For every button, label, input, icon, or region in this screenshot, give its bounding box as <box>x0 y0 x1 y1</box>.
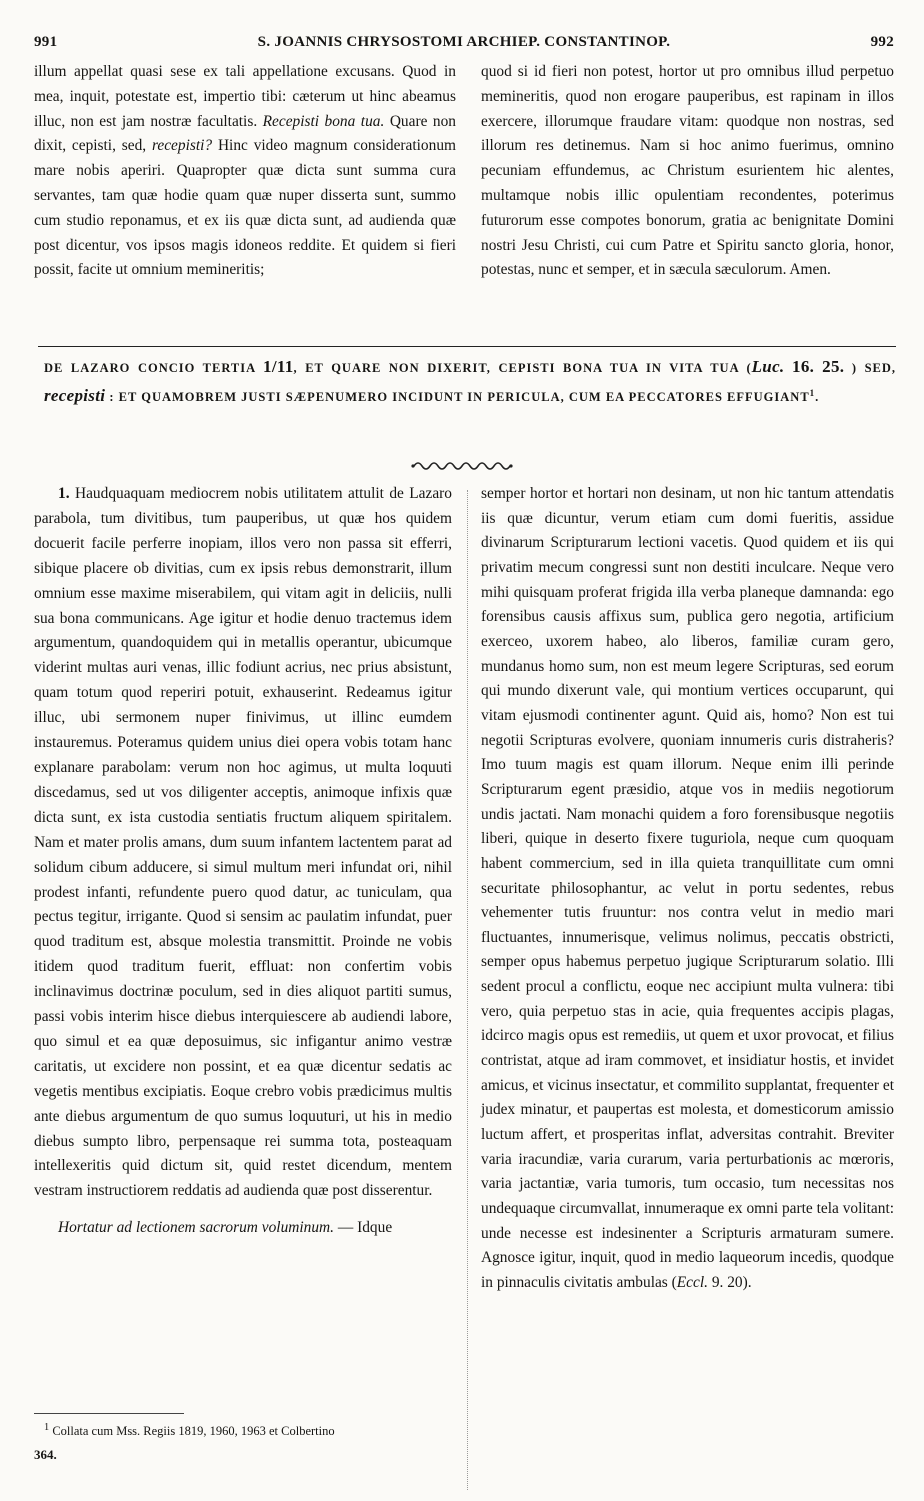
footnote-rule <box>34 1413 184 1414</box>
body-left-column <box>34 482 452 1241</box>
italic-quote: Recepisti bona tua. <box>262 112 385 130</box>
body-text: semper hortor et hortari non desinam, ut non hic tantum attendatis iis quæ dicuntur, verum etiam cum domi fueritis, assidue divinarum Scripturarum lectioni vacetis. Quod quidem et iis qui privatim mecum congressi sunt non destiti inculcare. Neque vero mihi quisquam proferat frigida illa verba planeque damnanda: ego forensibus causis affixus sum, publica gero negotia, artificium exerceo, uxorem habeo, alo liberos, familiæ curam gero, mundanus homo sum, non est meum legere Scripturas, sed eorum qui mundo dixerunt vale, qui montium vertices occuparunt, qui vitam ejusmodi continenter agunt. Quid ais, homo? Non est tui negotii Scripturas evolvere, quoniam innumeris curis distraheris? Imo tuum magis est quam illorum. Neque enim illi perinde Scripturarum egent præsidio, atque vos in mediis negotiorum undis jactati. Nam monachi quidem a foro forensibusque negotiis liberi, quique in deserto fixere tuguriola, neque cum quoquam habent commercium, sed in illa quieta tranquillitate cum omni securitate philosophantur, ac velut in portu sedentes, rebus vehementer tutis fruuntur: nos contra velut in medio mari fluctuantes, innumerisque, velimus nolimus, peccatis obstricti, semper opus habemus perpetuo jugique Scripturarum solatio. Illi sedent procul a conflictu, eoque nec accipiunt multa vulnera: tibi vero, quia perpetuo stas in acie, quia frequentes accipis plagas, idcirco magis opus est remediis, ut quem et uxor provocat, et filius contristat, atque ad iram commovet, et insidiatur hostis, et invidet amicus, et vicinus insectatur, et commilito supplantat, frequenter et judex minatur, et paupertas est molesta, et domesticorum amissio luctum affert, et prosperitas inflat, adversitas contrahit. Breviter varia iracundiæ, varia curarum, varia perturbationis ac mœroris, varia jactantiæ, varia tumoris, tum occasio, tum necessitas nos undequaque circumvallat, innumeraque ex omni parte tela volitant: unde necesse est indesinenter a Scripturis armaturam sumere. Agnosce igitur, inquit, quod in medio laqueorum incedis, quodque in pinnaculis civitatis ambulas ( <box>481 485 894 1291</box>
heading-reference: Luc. <box>751 357 785 376</box>
page-number-right: 992 <box>870 34 894 50</box>
top-right-paragraph: quod si id fieri non potest, hortor ut pro omnibus illud perpetuo memineritis, quod non erogare pauperibus, est rapinam in illos exercere, illorumque fraudare vitam: quodque non nostras, sed illorum res detinemus. Nam si hoc animo fuerimus, omnino pecuniam effundemus, ac Christum esurientem hic alentes, multamque nobis illic opulentiam recondentes, poterimus futurorum esse compotes bonorum, gratia ac benignitate Domini nostri Jesu Christi, cui cum Patre et Spiritu sancto gloria, honor, potestas, nunc et semper, et in sæcula sæculorum. Amen. <box>481 63 894 279</box>
heading-text: DE LAZARO CONCIO TERTIA <box>44 361 256 375</box>
signature-mark: 364. <box>34 1447 57 1462</box>
heading-reference-number: 16. 25. <box>792 357 845 376</box>
scripture-reference: Eccl. <box>676 1274 708 1291</box>
text-run: Quare non dixit, cepisti, sed, <box>34 112 456 155</box>
body-paragraph <box>481 482 894 1296</box>
footnote-marker: 1 <box>809 388 816 398</box>
page-number-left: 991 <box>34 34 58 50</box>
marginal-note <box>34 1216 452 1241</box>
footnote <box>44 1420 454 1439</box>
section-rule <box>38 346 896 347</box>
heading-italic-word: recepisti <box>44 386 106 406</box>
body-right-column <box>481 482 894 1296</box>
top-left-column <box>34 60 456 283</box>
column-divider <box>467 490 468 1490</box>
footnote-marker: 1 <box>44 1422 50 1433</box>
section-number: 1. <box>58 485 70 502</box>
ornamental-divider <box>410 460 514 472</box>
running-head <box>34 34 894 58</box>
body-paragraph <box>34 482 452 1204</box>
top-left-paragraph <box>34 60 456 283</box>
sermon-heading <box>44 354 896 410</box>
heading-text: , ET QUARE NON DIXERIT, CEPISTI BONA TUA IN VITA TUA ( <box>293 361 752 375</box>
top-right-column <box>481 60 894 283</box>
heading-text: : ET QUAMOBREM JUSTI SÆPENUMERO INCIDUNT IN PERICULA, CUM EA PECCATORES EFFUGIANT <box>109 390 810 405</box>
running-title: S. JOANNIS CHRYSOSTOMI ARCHIEP. CONSTANTINOP. <box>257 34 671 50</box>
body-text: ). <box>742 1274 752 1291</box>
body-text: Haudquaquam mediocrem nobis utilitatem attulit de Lazaro parabola, tum divitibus, tum pauperibus, ut quæ hos quidem docuerit facile perferre inopiam, illos vero non passa sit efferri, sibique placere ob divitias, cum ex ipsis rebus demonstrarit, illum omnium esse maxime miserabilem, qui vitam agit in deliciis, nulli sua bona communicans. Age igitur et hodie denuo tractemus idem argumentum, quandoquidem qui in metallis operantur, ubicumque viderint multas auri venas, illic fodiunt acrius, nec prius absistunt, quam totum quod reperiri potuit, exhauserint. Redeamus igitur illuc, ubi sermonem nuper finivimus, ut illinc eumdem instauremus. Poteramus quidem unius diei opera vobis totam hanc explanare parabolam: verum non hoc agimus, ut multa loquuti discedamus, sed ut vos diligenter acceptis, animoque infixis quæ dicta sunt, ex ista custodia sentiatis fructum aliquem spiritalem. Nam et mater prolis amans, dum suum infantem lactentem parat ad solidum cibum adducere, si simul multum meri infundat ori, nihil prodest infanti, refundente puero quod datur, ac tuniculam, qua pectus tegitur, irrigante. Quod si sensim ac paulatim infundat, puer quod traditum est, absque molestia transmittit. Proinde ne vobis itidem quod traditum fuerit, effluat: non confertim vobis inclinavimus doctrinæ poculum, sed in dies aliquot partiti sumus, passi vobis interim hisce diebus interquiescere ab audiendi labore, quo simul et ea quæ deposuimus, sic infigantur animo vestræ caritatis, ut excidere non possint, et ea quæ dicentur sedatis ac vegetis mentibus excipiatis. Eoque crebro vobis prædicimus multis ante diebus argumentum de quo sumus loquuturi, ut his in medio diebus sumpto libro, perpensaque rei summa tota, posteaquam intellexeritis quid dictum sit, quid restet dicendum, mentem vestram instructiorem reddatis ad audienda quæ post disserentur. <box>34 485 452 1200</box>
marginal-note-italic: Hortatur ad lectionem sacrorum voluminum. <box>58 1219 335 1237</box>
italic-quote: recepisti? <box>151 137 213 155</box>
text-run: illum appellat quasi sese ex tali appellatione excusans. Quod in mea, inquit, potestate est, impertio tibi: cæterum ut hinc abeamus illuc, non est jam nostræ facultatis. <box>34 63 456 130</box>
heading-text: ) SED, <box>851 361 897 375</box>
scripture-reference-number: 9. 20 <box>711 1274 743 1291</box>
marginal-note-continuation: — Idque <box>337 1219 393 1237</box>
heading-fraction: 1/11 <box>263 357 294 376</box>
heading-text: . <box>815 390 820 405</box>
text-run: Hinc video magnum considerationum mare nobis aperiri. Quapropter quæ dicta sunt summa cura servantes, tam quæ hodie quam quæ nuper disserta sunt, summo cum studio reponamus, et ex iis quæ dicta sunt, ad audienda quæ post dicentur, vos ipsos magis idoneos reddite. Et quidem si fieri possit, facite ut omnium memineritis; <box>34 137 456 279</box>
footnote-text: Collata cum Mss. Regiis 1819, 1960, 1963 et Colbertino <box>52 1424 335 1439</box>
